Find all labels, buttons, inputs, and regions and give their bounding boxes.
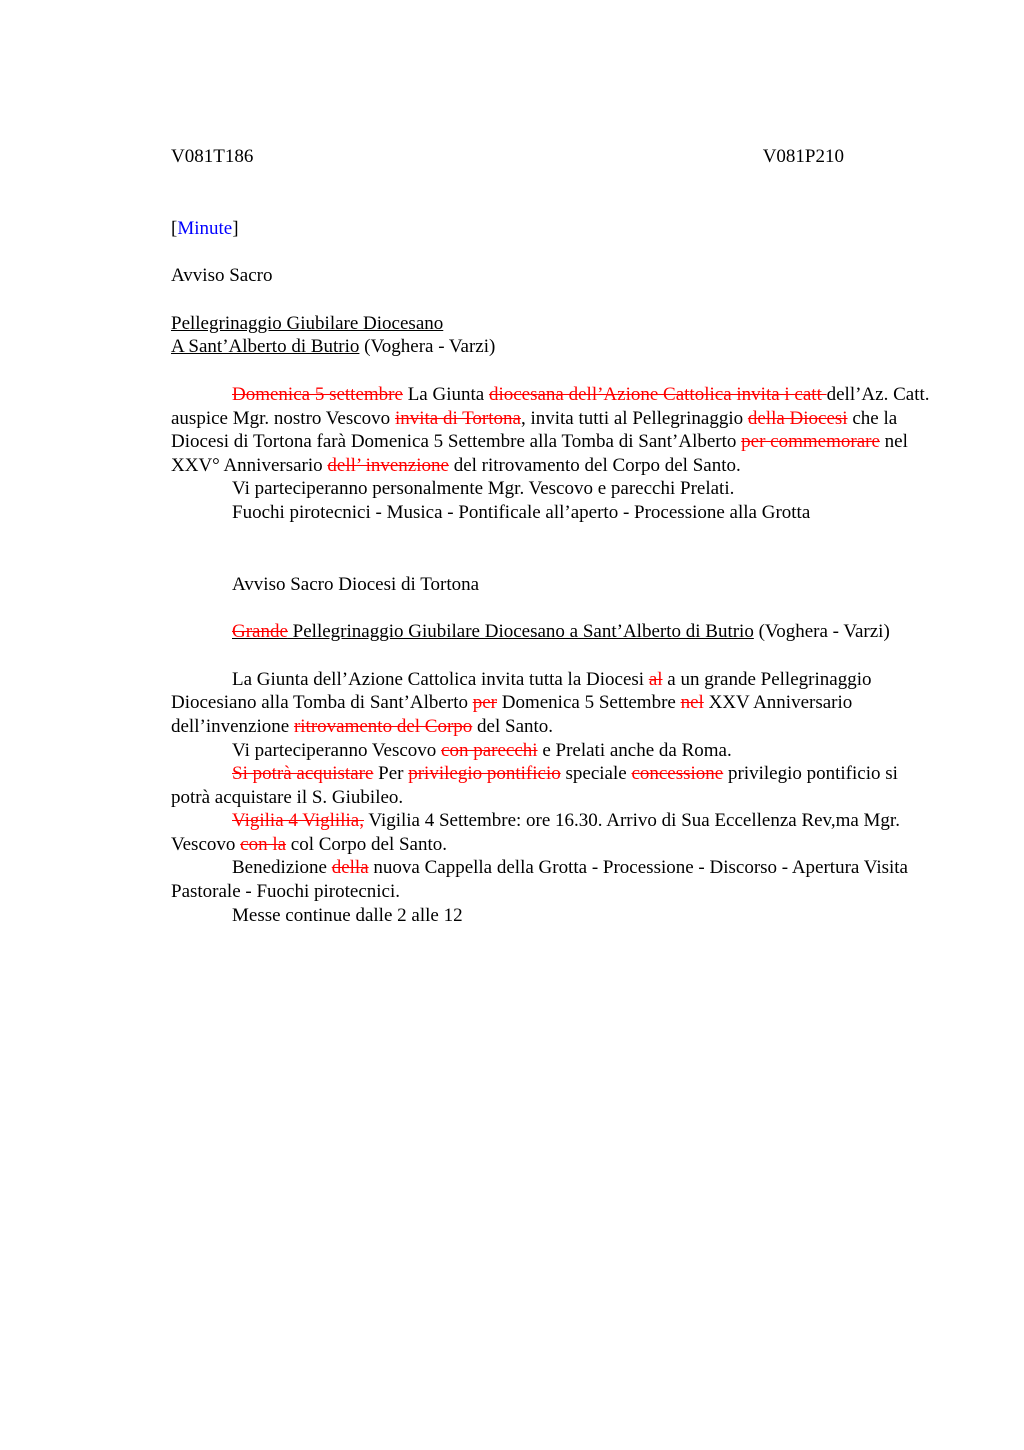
- avviso1-paragraph-3: Fuochi pirotecnici - Musica - Pontificale all’aperto - Processione alla Grotta: [232, 501, 811, 523]
- avviso2-paragraph-5: Benedizione della nuova Cappella della Grotta - Processione - Discorso - Apertura Visita Pastorale - Fuochi pirotecnici.: [171, 857, 908, 903]
- right-code: V081P210: [762, 146, 844, 167]
- avviso2-paragraph-4: Vigilia 4 Viglilia, Vigilia 4 Settembre: ore 16.30. Arrivo di Sua Eccellenza Rev,ma Mgr. Vescovo con la col Corpo del Santo.: [171, 810, 900, 855]
- avviso1-paragraph-1: Domenica 5 settembre La Giunta diocesana dell’Azione Cattolica invita i catt dell’Az. Catt. auspice Mgr. nostro Vescovo invita di Tortona, invita tutti al Pellegrinaggio della Diocesi che la Diocesi di Tortona farà Domenica 5 Settembre alla Tomba di Sant’Alberto per commemorare nel XXV° Anniversario dell’ invenzione del ritrovamento del Corpo del Santo.: [171, 383, 930, 476]
- document-page: [171, 145, 931, 927]
- minute-label: [Minute]: [171, 217, 239, 239]
- avviso1-paragraph-2: Vi parteciperanno personalmente Mgr. Vescovo e parecchi Prelati.: [232, 478, 735, 500]
- avviso-title: Avviso Sacro: [171, 265, 273, 287]
- avviso2-heading: Grande Pellegrinaggio Giubilare Diocesano a Sant’Alberto di Butrio (Voghera - Varzi): [232, 621, 890, 643]
- pilgrimage-title: Pellegrinaggio Giubilare Diocesano: [171, 312, 444, 334]
- avviso2-title: Avviso Sacro Diocesi di Tortona: [232, 573, 480, 595]
- avviso2-paragraph-2: Vi parteciperanno Vescovo con parecchi e Prelati anche da Roma.: [232, 739, 732, 761]
- pilgrimage-subtitle: A Sant’Alberto di Butrio (Voghera - Varzi): [171, 336, 496, 358]
- left-code: V081T186: [171, 146, 254, 167]
- minute-link: Minute: [177, 217, 233, 239]
- avviso2-paragraph-6: Messe continue dalle 2 alle 12: [232, 904, 463, 926]
- avviso2-paragraph-1: La Giunta dell’Azione Cattolica invita tutta la Diocesi al a un grande Pellegrinaggio Diocesiano alla Tomba di Sant’Alberto per Domenica 5 Settembre nel XXV Anniversario dell’invenzione ritrovamento del Corpo del Santo.: [171, 668, 872, 737]
- header-row: [171, 145, 844, 169]
- avviso2-paragraph-3: Si potrà acquistare Per privilegio pontificio speciale concessione privilegio pontificio si potrà acquistare il S. Giubileo.: [171, 763, 898, 808]
